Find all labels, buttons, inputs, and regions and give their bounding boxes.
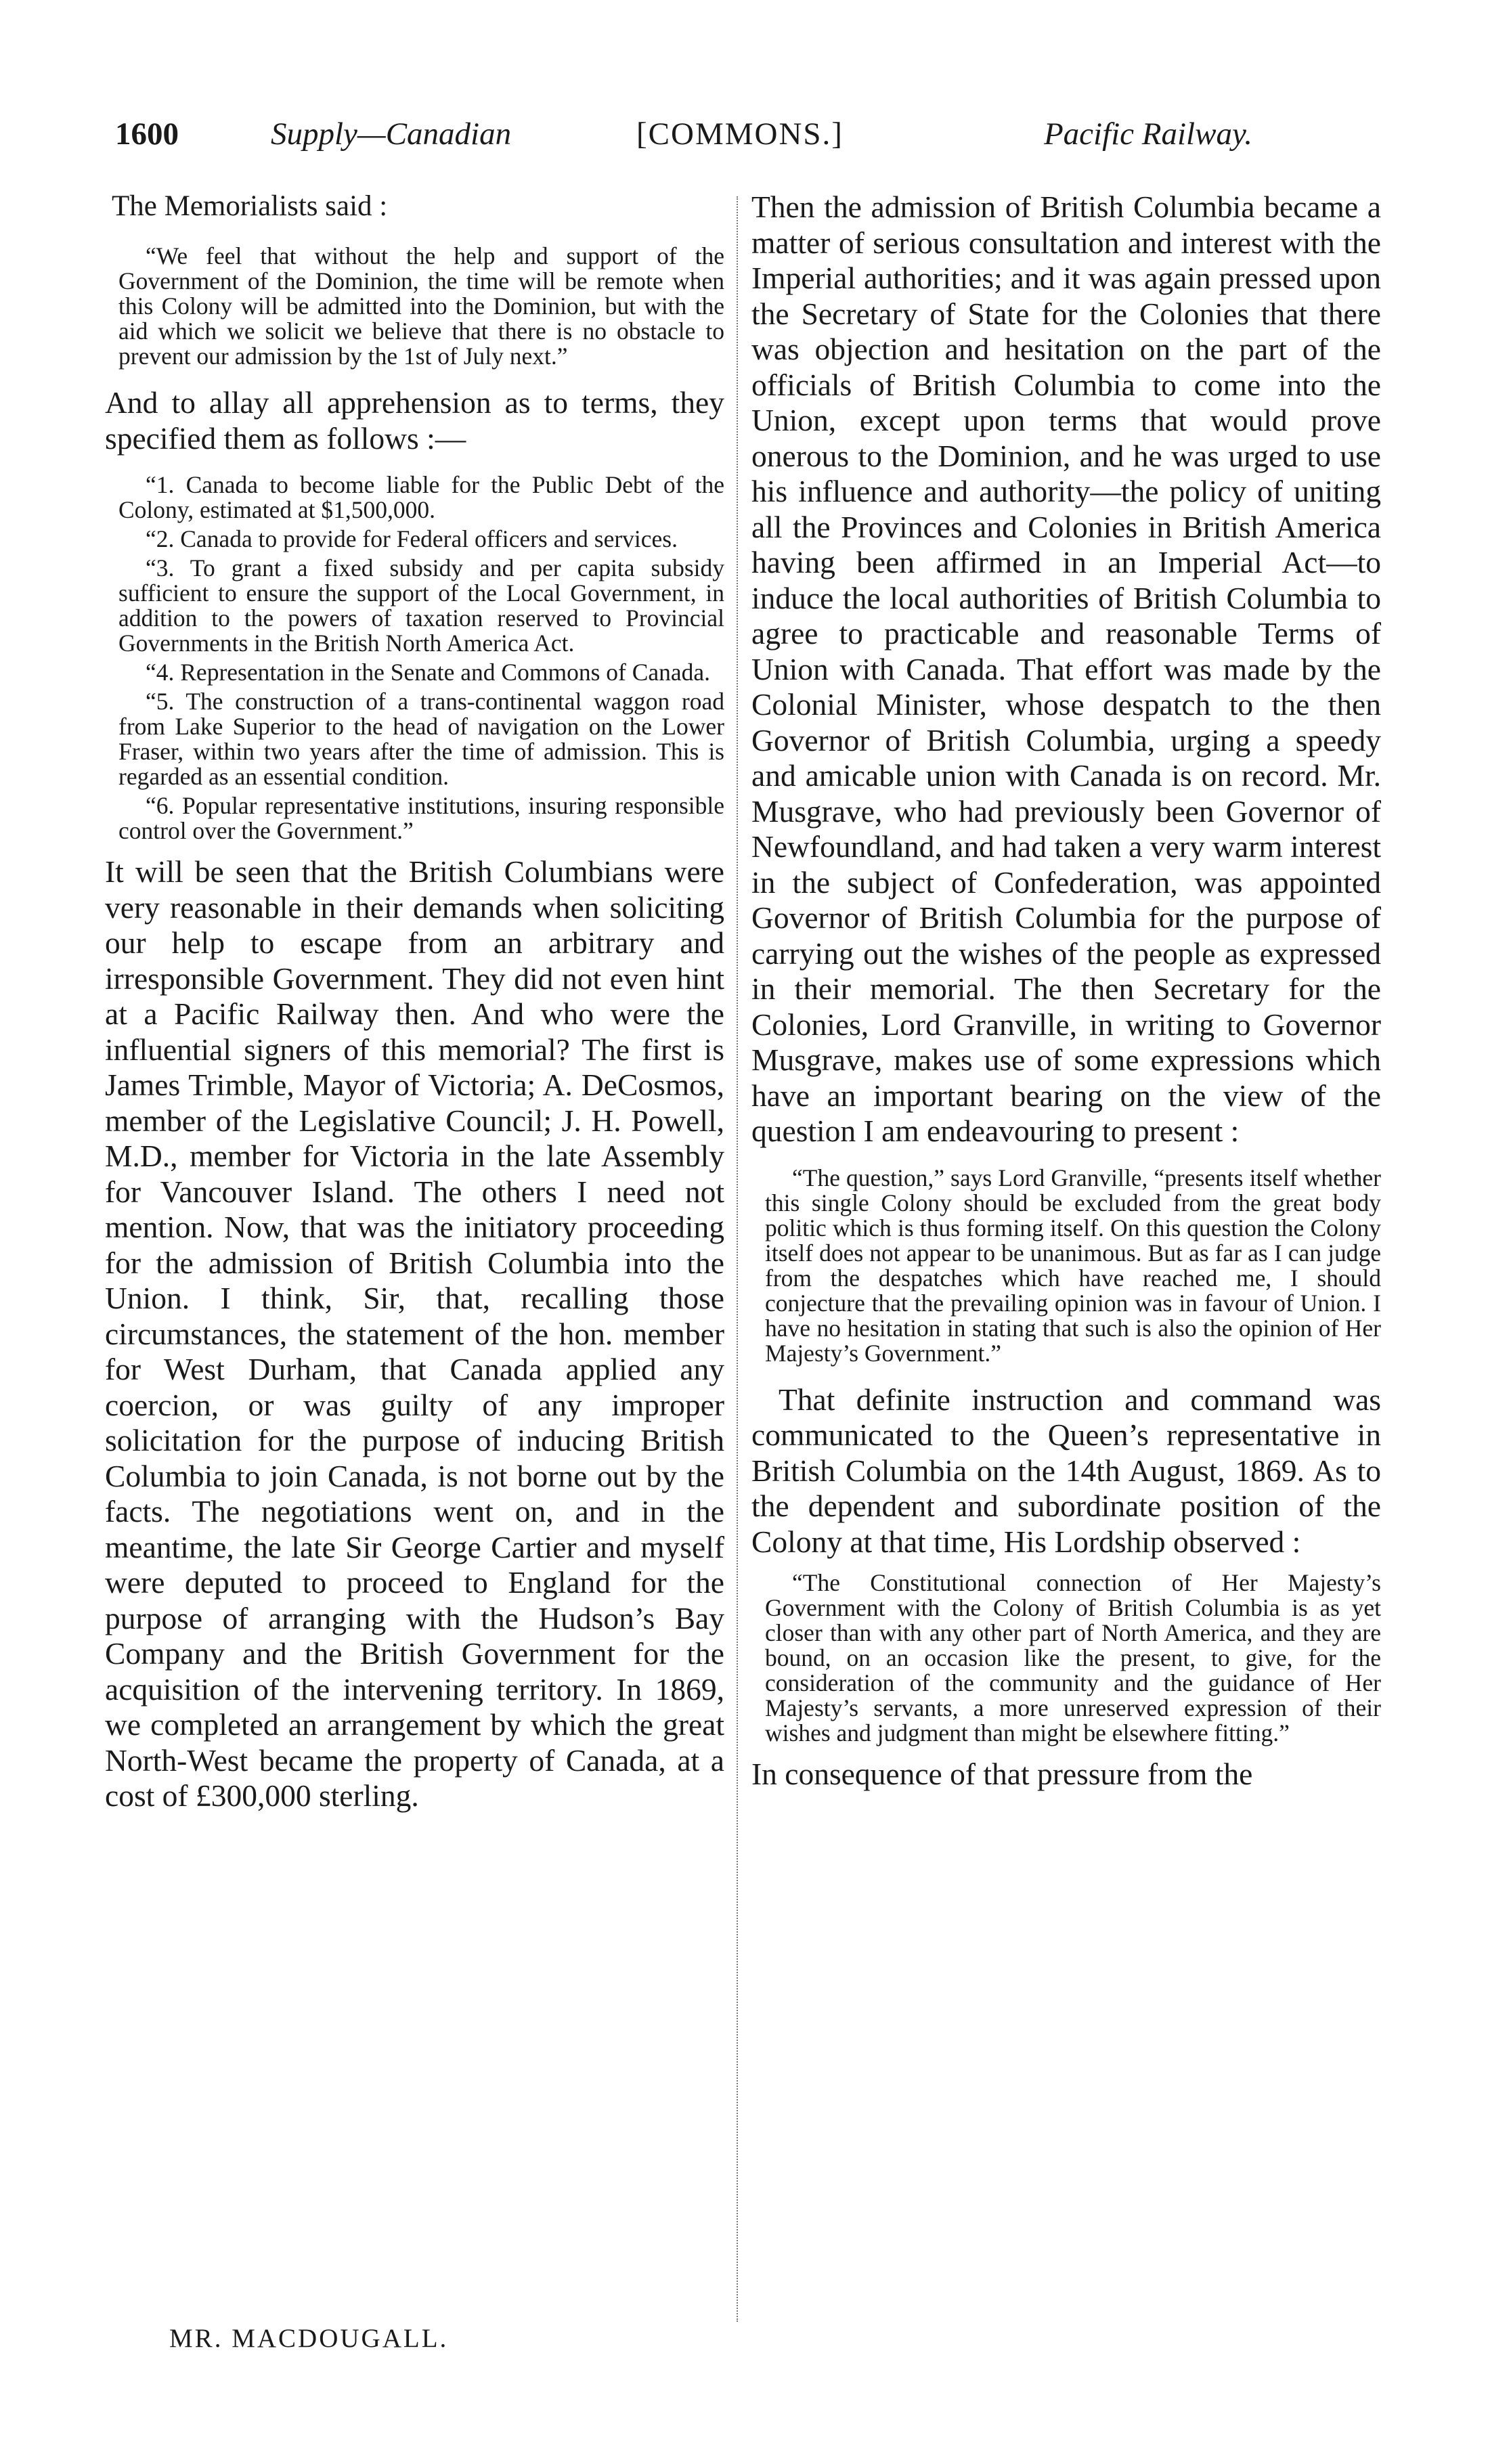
memorial-quote-text: “We feel that without the help and support of the Government of the Dominion, the time will be remote when this Colony will be admitted into the Dominion, but with the aid which we solicit we believe that there is no obstacle to prevent our admission by the 1st of July next.” <box>118 242 724 370</box>
running-title-left: Supply—Canadian <box>271 116 512 152</box>
body-paragraph: That definite instruction and command was communicated to the Queen’s representative in British Columbia on the 14th August, 1869. As to the dependent and subordinate position of the Colony at that time, His Lordship observed : <box>751 1382 1381 1559</box>
terms-intro-paragraph: And to allay all apprehension as to terms, they specified them as follows :— <box>105 385 724 456</box>
running-title-center: [COMMONS.] <box>636 116 844 152</box>
body-paragraph: It will be seen that the British Columbians were very reasonable in their demands when soliciting our help to escape from an arbitrary and irresponsible Government. They did not even hint at a Pacific Railway then. And who were the influential signers of this memorial? The first is James Trimble, Mayor of Victoria; A. DeCosmos, member of the Legislative Council; J. H. Powell, M.D., member for Victoria in the late Assembly for Vancouver Island. The others I need not mention. Now, that was the initiatory proceeding for the admission of British Columbia into the Union. I think, Sir, that, recalling those circumstances, the statement of the hon. member for West Durham, that Canada applied any coercion, or was guilty of any improper solicitation for the purpose of inducing British Columbia to join Canada, is not borne out by the facts. The negotiations went on, and in the meantime, the late Sir George Cartier and myself were deputed to proceed to England for the purpose of arranging with the Hudson’s Bay Company and the British Government for the acquisition of the intervening territory. In 1869, we completed an arrangement by which the great North-West became the property of Canada, at a cost of £300,000 sterling. <box>105 854 724 1813</box>
lordship-quote <box>751 1570 1381 1746</box>
left-column <box>105 190 724 1825</box>
column-divider <box>737 196 738 2322</box>
speaker-name: MR. MACDOUGALL. <box>169 2324 449 2353</box>
terms-item: “6. Popular representative institutions, insuring responsible control over the Government.” <box>118 792 724 844</box>
lordship-quote-text: “The Constitutional connection of Her Majesty’s Government with the Colony of British Columbia is as yet closer than with any other part of North America, and they are bound, on an occasion like the present, to give, for the consideration of the community and the guidance of Her Majesty’s servants, a more unreserved expression of their wishes and judgment than might be elsewhere fitting.” <box>765 1569 1381 1746</box>
terms-item: “2. Canada to provide for Federal officers and services. <box>146 525 678 552</box>
memorialists-lead: The Memorialists said : <box>112 190 388 222</box>
running-title-right: Pacific Railway. <box>1043 116 1252 152</box>
memorial-quote <box>105 244 724 369</box>
page-header <box>115 114 1252 161</box>
terms-list <box>105 472 724 843</box>
body-paragraph: In consequence of that pressure from the <box>751 1757 1253 1791</box>
granville-quote-text: “The question,” says Lord Granville, “presents itself whether this single Colony should be excluded from the great body politic which is thus forming itself. On this question the Colony itself does not appear to be unanimous. But as far as I can judge from the despatches which have reached me, I should conjecture that the prevailing opinion was in favour of Union. I have no hesitation in stating that such is also the opinion of Her Majesty’s Government.” <box>765 1164 1381 1367</box>
granville-quote <box>751 1166 1381 1366</box>
terms-item: “4. Representation in the Senate and Commons of Canada. <box>146 659 711 686</box>
terms-item: “1. Canada to become liable for the Public Debt of the Colony, estimated at $1,500,000. <box>118 471 724 523</box>
right-column <box>751 190 1381 1792</box>
page-number: 1600 <box>115 116 179 152</box>
body-paragraph: Then the admission of British Columbia became a matter of serious consultation and interest with the Imperial authorities; and it was again pressed upon the Secretary of State for the Colonies that there was objection and hesitation on the part of the officials of British Columbia to come into the Union, except upon terms that would prove onerous to the Dominion, and he was urged to use his influence and authority—the policy of uniting all the Provinces and Colonies in British America having been affirmed in an Imperial Act—to induce the local authorities of British Columbia to agree to practicable and reasonable Terms of Union with Canada. That effort was made by the Colonial Minister, whose despatch to the then Governor of British Columbia, urging a speedy and amicable union with Canada is on record. Mr. Musgrave, who had previously been Governor of Newfoundland, and had taken a very warm interest in the subject of Confederation, was appointed Governor of British Columbia for the purpose of carrying out the wishes of the people as expressed in their memorial. The then Secretary for the Colonies, Lord Granville, in writing to Governor Musgrave, makes use of some expressions which have an important bearing on the view of the question I am endeavouring to present : <box>751 190 1381 1148</box>
terms-item: “5. The construction of a trans-continental waggon road from Lake Superior to the head of navigation on the Lower Fraser, within two years after the time of admission. This is regarded as an essential condition. <box>118 688 724 790</box>
terms-item: “3. To grant a fixed subsidy and per capita subsidy sufficient to ensure the support of the Local Government, in addition to the powers of taxation reserved to Provincial Governments in the British North America Act. <box>118 554 724 657</box>
